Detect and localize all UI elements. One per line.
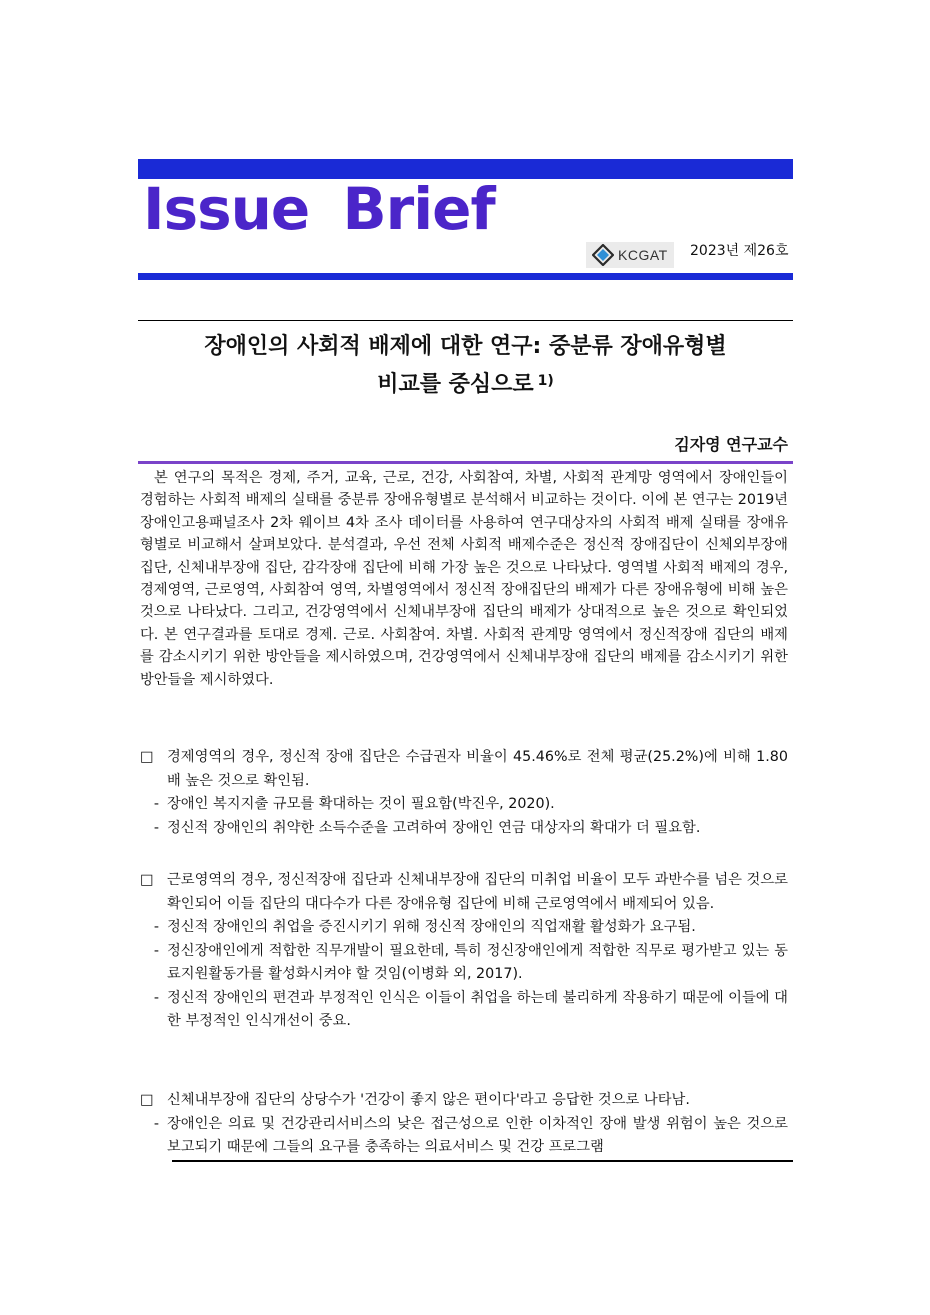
dash-bullet: -	[153, 989, 160, 1006]
checkbox-bullet: □	[140, 872, 154, 888]
document-title	[138, 329, 793, 402]
section-heading-text: 근로영역의 경우, 정신적장애 집단과 신체내부장애 집단의 미취업 비율이 모두 과반수를 넘은 것으로 확인되어 이들 집단의 대다수가 다른 장애유형 집단에 비해 근로영역에서 배제되어 있음.	[167, 872, 788, 912]
list-item-text: 정신적 장애인의 취약한 소득수준을 고려하여 장애인 연금 대상자의 확대가 더 필요함.	[167, 819, 701, 836]
kcgat-logo-icon	[592, 244, 614, 266]
title-footnote-mark: 1)	[537, 373, 554, 389]
logo-text: KCGAT	[618, 247, 668, 263]
header-bottom-bar	[138, 273, 793, 280]
title-line-2	[138, 364, 793, 402]
section-health	[140, 1089, 788, 1160]
abstract-rule	[138, 461, 793, 464]
dash-bullet: -	[153, 796, 160, 812]
checkbox-bullet: □	[140, 1092, 154, 1108]
list-item-text: 장애인 복지지출 규모를 확대하는 것이 필요함(박진우, 2020).	[167, 796, 555, 812]
title-top-rule	[138, 320, 793, 321]
list-item	[140, 793, 788, 817]
section-heading	[140, 869, 788, 916]
section-heading	[140, 1089, 788, 1113]
list-item-text: 정신장애인에게 적합한 직무개발이 필요한데, 특히 정신장애인에게 적합한 직무로 평가받고 있는 동료지원활동가를 활성화시켜야 할 것임(이병화 외, 2017).	[167, 942, 788, 982]
dash-bullet: -	[153, 819, 160, 836]
section-employment	[140, 869, 788, 1034]
dash-bullet: -	[153, 1115, 160, 1132]
list-item	[140, 1113, 788, 1160]
list-item	[140, 916, 788, 940]
list-item	[140, 987, 788, 1034]
title-line-2-text: 비교를 중심으로	[377, 372, 534, 397]
author: 김자영 연구교수	[674, 435, 788, 454]
section-heading-text: 신체내부장애 집단의 상당수가 '건강이 좋지 않은 편이다'라고 응답한 것으로 나타남.	[167, 1092, 690, 1108]
section-heading	[140, 746, 788, 793]
title-line-1: 장애인의 사회적 배제에 대한 연구: 중분류 장애유형별	[204, 334, 727, 359]
brand-title: Issue Brief	[143, 175, 495, 243]
list-item-text: 정신적 장애인의 편견과 부정적인 인식은 이들이 취업을 하는데 불리하게 작용하기 때문에 이들에 대한 부정적인 인식개선이 중요.	[167, 989, 788, 1029]
dash-bullet: -	[153, 919, 160, 935]
issue-number: 2023년 제26호	[690, 243, 789, 259]
dash-bullet: -	[153, 942, 160, 959]
page-bottom-rule	[172, 1160, 793, 1162]
list-item	[140, 940, 788, 987]
section-economy	[140, 746, 788, 840]
list-item-text: 정신적 장애인의 취업을 증진시키기 위해 정신적 장애인의 직업재활 활성화가 요구됨.	[167, 919, 696, 935]
list-item	[140, 817, 788, 841]
abstract-paragraph: 본 연구의 목적은 경제, 주거, 교육, 근로, 건강, 사회참여, 차별, 사회적 관계망 영역에서 장애인들이 경험하는 사회적 배제의 실태를 중분류 장애유형별로 분석해서 비교하는 것이다. 이에 본 연구는 2019년 장애인고용패널조사 2차 웨이브 4차 조사 데이터를 사용하여 연구대상자의 사회적 배제 실태를 장애유형별로 비교해서 살펴보았다. 분석결과, 우선 전체 사회적 배제수준은 정신적 장애집단이 신체외부장애 집단, 신체내부장애 집단, 감각장애 집단에 비해 가장 높은 것으로 나타났다. 영역별 사회적 배제의 경우, 경제영역, 근로영역, 사회참여 영역, 차별영역에서 정신적 장애집단의 배제가 다른 장애유형에 비해 높은 것으로 나타났다. 그리고, 건강영역에서 신체내부장애 집단의 배제가 상대적으로 높은 것으로 확인되었다. 본 연구결과를 토대로 경제. 근로. 사회참여. 차별. 사회적 관계망 영역에서 정신적장애 집단의 배제를 감소시키기 위한 방안들을 제시하였으며, 건강영역에서 신체내부장애 집단의 배제를 감소시키기 위한 방안들을 제시하였다.	[140, 470, 788, 688]
kcgat-logo	[586, 242, 674, 268]
list-item-text: 장애인은 의료 및 건강관리서비스의 낮은 접근성으로 인한 이차적인 장애 발생 위험이 높은 것으로 보고되기 때문에 그들의 요구를 충족하는 의료서비스 및 건강 프로그램	[167, 1115, 788, 1155]
checkbox-bullet: □	[140, 749, 154, 765]
section-heading-text: 경제영역의 경우, 정신적 장애 집단은 수급권자 비율이 45.46%로 전체 평균(25.2%)에 비해 1.80배 높은 것으로 확인됨.	[167, 749, 788, 789]
